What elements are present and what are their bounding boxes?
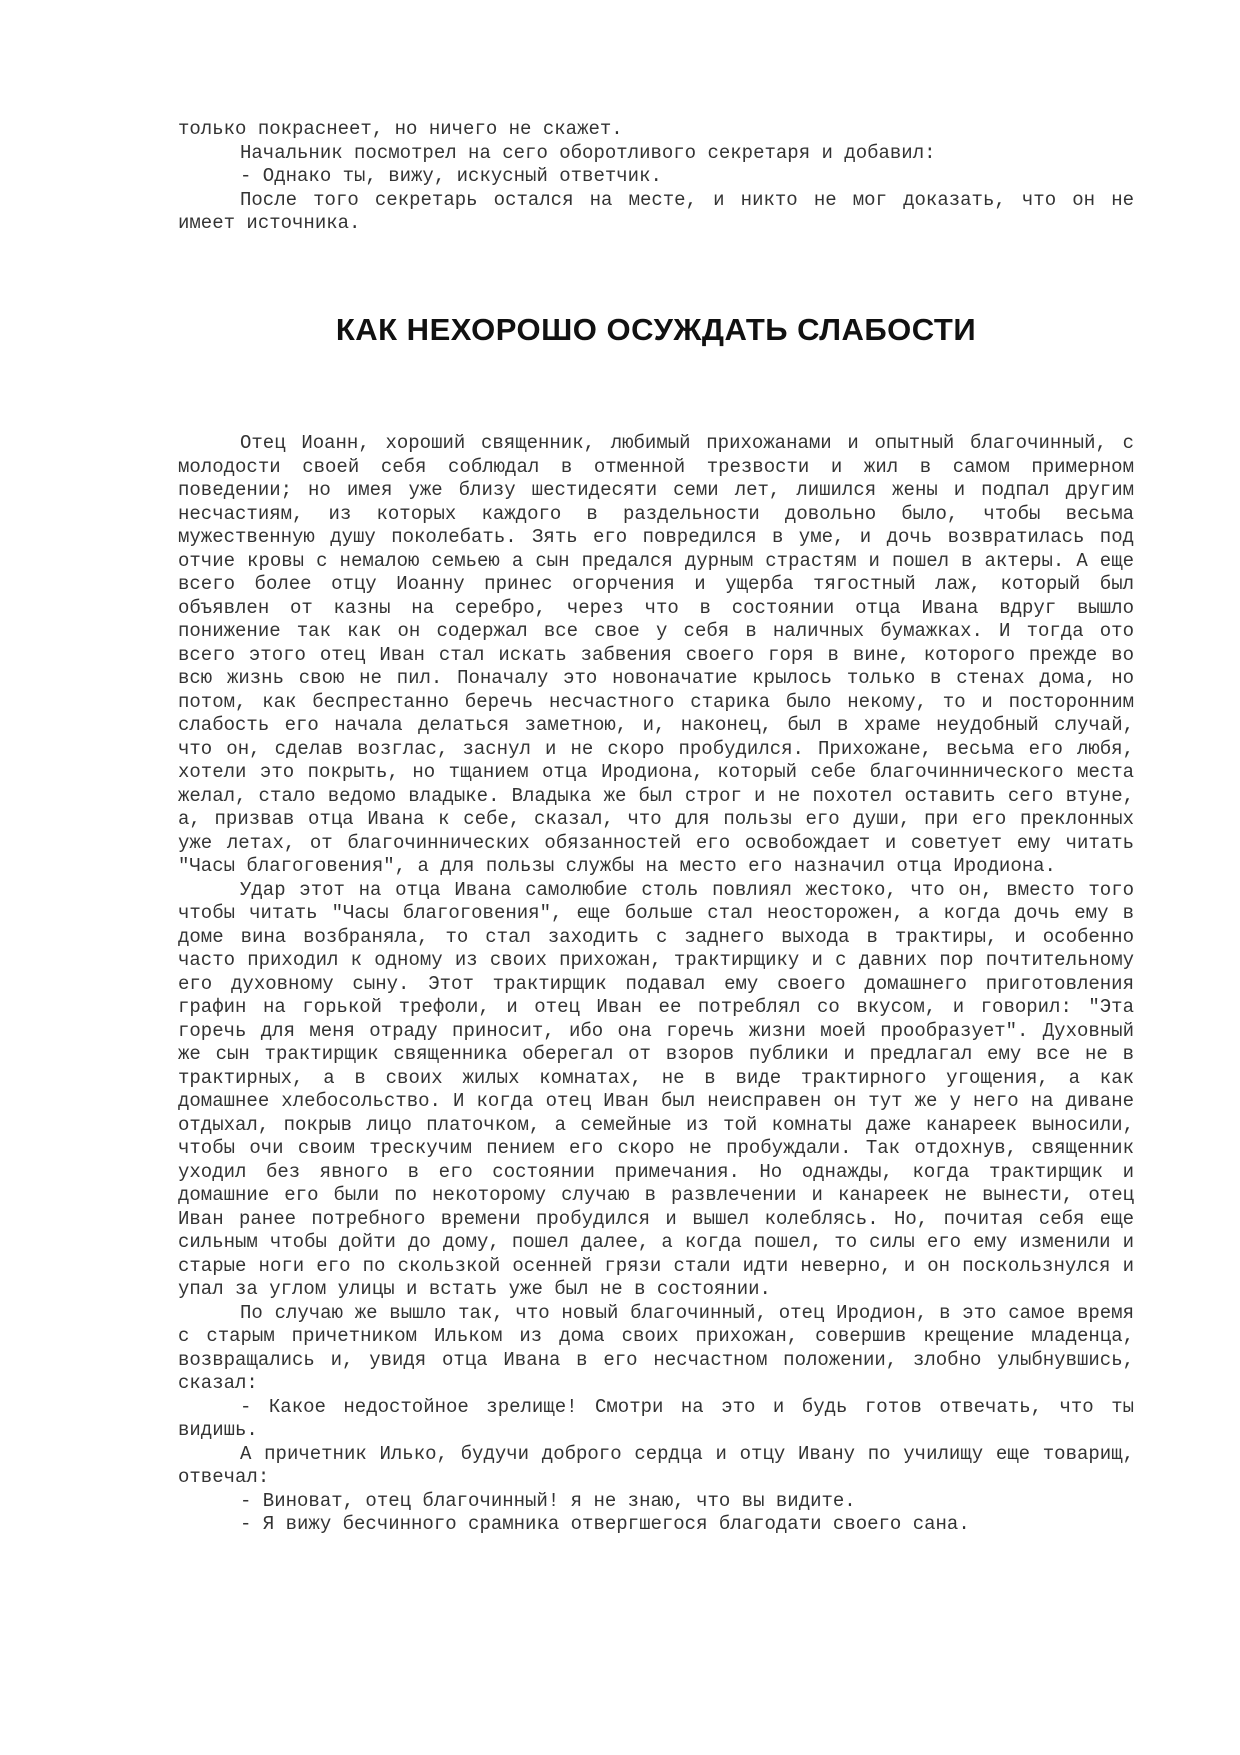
story-body [178, 432, 1134, 1537]
paragraph: После того секретарь остался на месте, и никто не мог доказать, что он не имеет источника. [178, 188, 1134, 234]
story-title: КАК НЕХОРОШО ОСУЖДАТЬ СЛАБОСТИ [335, 312, 977, 347]
paragraph: только покраснеет, но ничего не скажет. [178, 118, 623, 140]
paragraph: Начальник посмотрел на сего оборотливого секретаря и добавил: [240, 141, 936, 164]
dialogue-line: - Какое недостойное зрелище! Смотри на это и будь готов отвечать, что ты видишь. [178, 1395, 1134, 1441]
dialogue-line: - Я вижу бесчинного срамника отвергшегося благодати своего сана. [240, 1513, 970, 1535]
paragraph: А причетник Илько, будучи доброго сердца и отцу Ивану по училищу еще товарищ, отвечал: [178, 1442, 1134, 1488]
dialogue-line: - Однако ты, вижу, искусный ответчик. [240, 165, 662, 187]
paragraph: Отец Иоанн, хороший священник, любимый прихожанами и опытный благочинный, с молодости своей себя соблюдал в отменной трезвости и жил в самом примерном поведении; но имея уже близу шестидесяти семи лет, лишился жены и подпал другим несчастиям, из которых каждого в раздельности довольно было, чтобы весьма мужественную душу поколебать. Зять его повредился в уме, и дочь возвратилась под отчие кровы с немалою семьею а сын предался дурным страстям и пошел в актеры. А еще всего более отцу Иоанну принес огорчения и ущерба тягостный лаж, который был объявлен от казны на серебро, через что в состоянии отца Ивана вдруг вышло понижение так как он содержал все свое у себя в наличных бумажках. И тогда ото всего этого отец Иван стал искать забвения своего горя в вине, которого прежде во всю жизнь свою не пил. Поначалу это новоначатие крылось только в стенах дома, но потом, как беспрестанно беречь несчастного старика было некому, то и посторонним слабость его начала делаться заметною, и, наконец, был в храме неудобный случай, что он, сделав возглас, заснул и не скоро пробудился. Прихожане, весьма его любя, хотели это покрыть, но тщанием отца Иродиона, который себе благочиннического места желал, стало ведомо владыке. Владыка же был строг и не похотел оставить сего втуне, а, призвав отца Ивана к себе, сказал, что для пользы его души, при его преклонных уже летах, от благочиннических обязанностей его освобождает и советует ему читать "Часы благоговения", а для пользы службы на место его назначил отца Иродиона. [178, 432, 1134, 877]
dialogue-line: - Виноват, отец благочинный! я не знаю, что вы видите. [240, 1489, 856, 1512]
paragraph: По случаю же вышло так, что новый благочинный, отец Иродион, в это самое время с старым причетником Ильком из дома своих прихожан, совершив крещение младенца, возвращались и, увидя отца Ивана в его несчастном положении, злобно улыбнувшись, сказал: [178, 1301, 1134, 1394]
previous-story-ending [178, 118, 1134, 236]
paragraph: Удар этот на отца Ивана самолюбие столь повлиял жестоко, что он, вместо того чтобы читать "Часы благоговения", еще больше стал неосторожен, а когда дочь ему в доме вина возбраняла, то стал заходить с заднего выхода в трактиры, и особенно часто приходил к одному из своих прихожан, трактирщику и с давних пор почтительному его духовному сыну. Этот трактирщик подавал ему своего домашнего приготовления графин на горькой трефоли, и отец Иван ее потреблял со вкусом, и говорил: "Эта горечь для меня отраду приносит, ибо она горечь жизни моей прообразует". Духовный же сын трактирщик священника оберегал от взоров публики и предлагал ему все не в трактирных, а в своих жилых комнатах, не в виде трактирного угощения, а как домашнее хлебосольство. И когда отец Иван был неисправен он тут же у него на диване отдыхал, покрыв лицо платочком, а семейные из той комнаты даже канареек выносили, чтобы очи своим трескучим пением его скоро не пробуждали. Так отдохнув, священник уходил без явного в его состоянии примечания. Но однажды, когда трактирщик и домашние его были по некоторому случаю в развлечении и канареек не вынести, отец Иван ранее потребного времени пробудился и вышел колеблясь. Но, почитая себя еще сильным чтобы дойти до дому, пошел далее, а когда пошел, то силы его ему изменили и старые ноги его по скользкой осенней грязи стали идти неверно, и он поскользнулся и упал за углом улицы и встать уже был не в состоянии. [178, 878, 1134, 1300]
